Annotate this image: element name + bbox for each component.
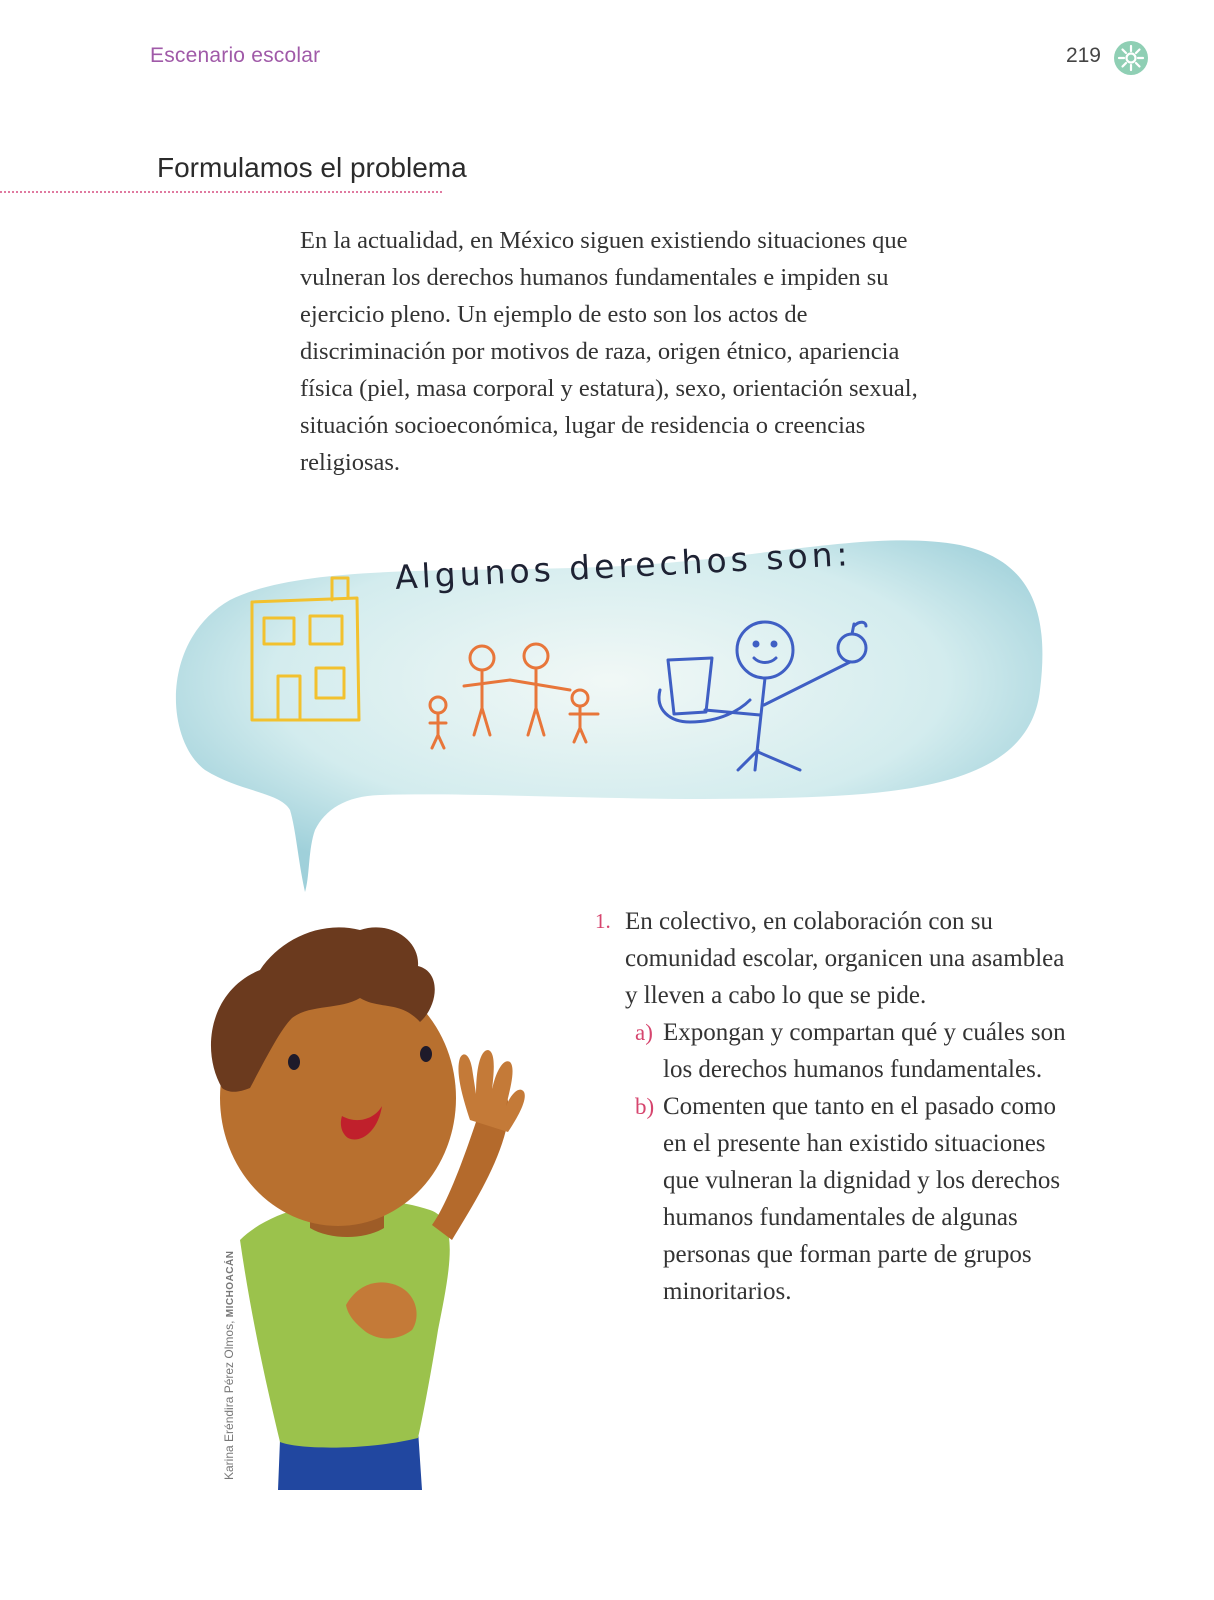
sub-item-text: Comenten que tanto en el pasado como en el presente han existido situaciones que vulneran la dignidad y los derechos humanos fundamentales de algunas personas que forman parte de grupos minoritarios. [663,1093,1061,1305]
section-title: Formulamos el problema [157,152,467,183]
bubble-handwriting: Algunos derechos son: [393,534,853,597]
title-divider [0,191,442,193]
intro-paragraph: En la actualidad, en México siguen existiendo situaciones que vulneran los derechos humanos fundamentales e impiden su ejercicio pleno. Un ejemplo de esto son los actos de discriminación por motivos de raza, origen étnico, apariencia física (piel, masa corporal y estatura), sexo, orientación sexual, situación socioeconómica, lugar de residencia o creencias religiosas. [300,227,918,476]
activity-item [595,903,1075,1014]
illustration-credit [222,1251,236,1480]
page-number: 219 [1065,44,1101,67]
boy-left-eye [288,1054,300,1070]
running-head: Escenario escolar [150,44,321,67]
sub-item-text: Expongan y compartan qué y cuáles son los derechos humanos fundamentales. [663,1019,1066,1083]
speech-bubble [176,540,1043,892]
sub-item-a [625,1014,1075,1088]
sub-item-letter: b) [635,1094,655,1119]
raised-hand [458,1050,524,1132]
credit-place: MICHOACÁN [225,1250,236,1318]
item-number: 1. [595,909,611,933]
sub-list [595,1014,1075,1310]
sub-item-letter: a) [635,1020,653,1045]
sub-item-b [625,1088,1075,1310]
sun-icon [1114,41,1148,75]
boy-right-eye [420,1046,432,1062]
credit-name: Karina Eréndira Pérez Olmos, [222,1320,236,1480]
speech-bubble-illustration [160,530,1060,905]
item-text: En colectivo, en colaboración con su comunidad escolar, organicen una asamblea y lleven a cabo lo que se pide. [625,908,1065,1009]
boy-shirt [240,1200,450,1448]
activity-list [595,903,1075,1310]
